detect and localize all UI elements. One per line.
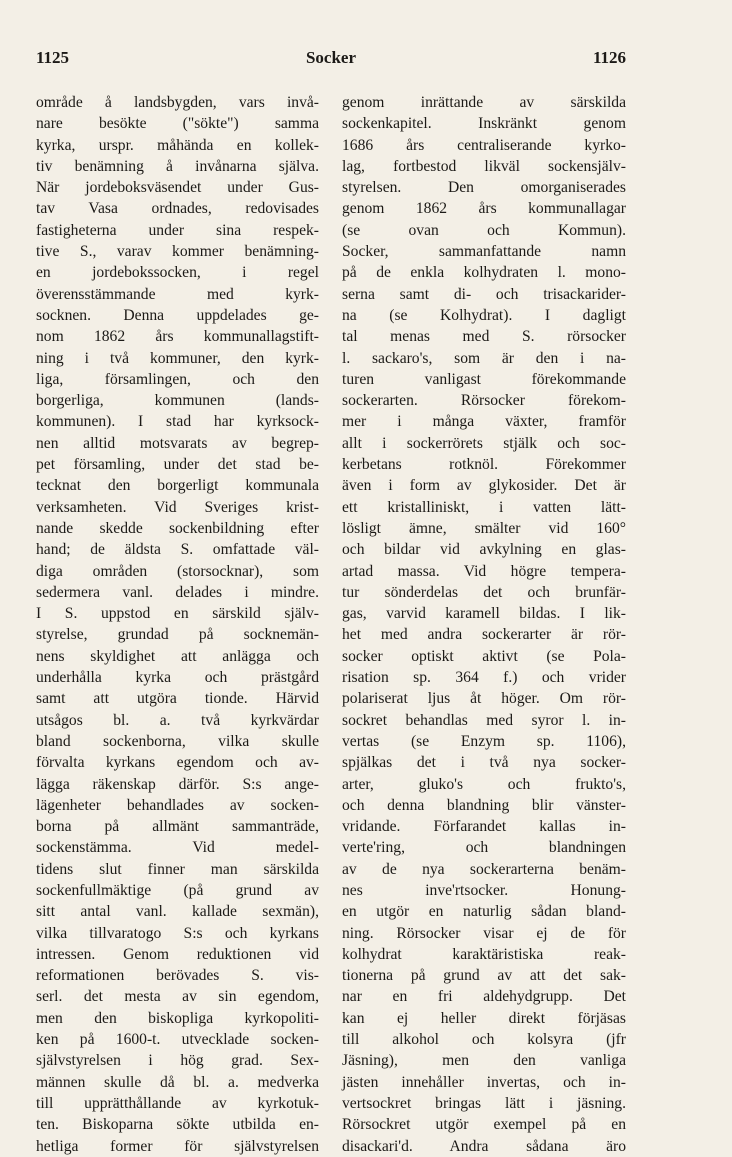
- text-line: bland sockenborna, vilka skulle: [36, 732, 319, 750]
- text-line: verksamheten. Vid Sveriges krist-: [36, 498, 319, 516]
- text-line: tav Vasa ordnades, redovisades: [36, 200, 319, 218]
- text-line: Rörsockret utgör exempel på en: [342, 1116, 626, 1134]
- text-line: tionerna på grund av att det sak-: [342, 967, 626, 985]
- text-line: spjälkas det i två nya socker-: [342, 754, 626, 772]
- text-line: Jäsning), men den vanliga: [342, 1052, 626, 1070]
- text-line: till alkohol och kolsyra (jfr: [342, 1031, 626, 1049]
- text-line: 1686 års centraliserande kyrko-: [342, 136, 626, 154]
- text-line: lag, fortbestod likväl sockensjälv-: [342, 157, 626, 175]
- page-number-right: 1126: [592, 48, 626, 67]
- text-line: borgerliga, kommunen (lands-: [36, 392, 319, 410]
- text-line: risation sp. 364 f.) och vrider: [342, 669, 626, 687]
- text-line: ett kristalliniskt, i vatten lätt-: [342, 498, 626, 516]
- text-line: polariserat ljus åt höger. Om rör-: [342, 690, 626, 708]
- text-line: pet församling, under det stad be-: [36, 456, 319, 474]
- text-line: tecknat den borgerligt kommunala: [36, 477, 319, 495]
- text-line: arter, gluko's och frukto's,: [342, 775, 626, 793]
- text-line: även i form av glykosider. Det är: [342, 477, 626, 495]
- text-line: tidens slut finner man särskilda: [36, 860, 319, 878]
- text-line: jästen innehåller invertas, och in-: [342, 1073, 626, 1091]
- text-line: styrelse, grundad på socknemän-: [36, 626, 319, 644]
- page-header: [36, 48, 626, 72]
- text-line: kolhydrat karaktäristiska reak-: [342, 945, 626, 963]
- text-line: nen alltid motsvarats av begrep-: [36, 434, 319, 452]
- text-line: na (se Kolhydrat). I dagligt: [342, 306, 626, 324]
- text-line: styrelsen. Den omorganiserades: [342, 179, 626, 197]
- text-line: nens skyldighet att anlägga och: [36, 647, 319, 665]
- text-line: ning. Rörsocker visar ej de för: [342, 924, 626, 942]
- text-line: samt att utgöra tionde. Härvid: [36, 690, 319, 708]
- text-line: verte'ring, och blandningen: [342, 839, 626, 857]
- text-line: tive S., varav kommer benämning-: [36, 243, 319, 261]
- text-line: nom 1862 års kommunallagstift-: [36, 328, 319, 346]
- text-line: reformationen berövades S. vis-: [36, 967, 319, 985]
- text-line: lägga räkenskap därför. S:s ange-: [36, 775, 319, 793]
- text-line: vilka tillvaratogo S:s och kyrkans: [36, 924, 319, 942]
- left-column: [36, 92, 319, 1157]
- text-line: sockenstämma. Vid medel-: [36, 839, 319, 857]
- text-line: lösligt ämne, smälter vid 160°: [342, 519, 626, 537]
- right-column: [342, 92, 626, 1157]
- text-line: på de enkla kolhydraten l. mono-: [342, 264, 626, 282]
- text-line: l. sackaro's, som är den i na-: [342, 349, 626, 367]
- text-line: kan ej heller direkt förjäsas: [342, 1009, 626, 1027]
- text-line: område å landsbygden, vars invå-: [36, 94, 319, 111]
- page-number-left: 1125: [36, 48, 70, 67]
- text-line: vertsockret bringas lätt i jäsning.: [342, 1094, 626, 1112]
- text-line: serna samt di- och trisackarider-: [342, 285, 626, 303]
- text-line: socknen. Denna uppdelades ge-: [36, 306, 319, 324]
- text-line: sockerarten. Rörsocker förekom-: [342, 392, 626, 410]
- text-line: borna på allmänt sammanträde,: [36, 818, 319, 836]
- text-line: het med andra sockerarter är rör-: [342, 626, 626, 644]
- text-line: och denna blandning blir vänster-: [342, 796, 626, 814]
- text-line: men den biskopliga kyrkopoliti-: [36, 1009, 319, 1027]
- text-line: turen vanligast förekommande: [342, 370, 626, 388]
- text-line: intressen. Genom reduktionen vid: [36, 945, 319, 963]
- text-line: vridande. Förfarandet kallas in-: [342, 818, 626, 836]
- text-line: och bildar vid avkylning en glas-: [342, 541, 626, 559]
- text-line: kommunen). I stad har kyrksock-: [36, 413, 319, 431]
- text-line: förvalta kyrkans egendom och av-: [36, 754, 319, 772]
- text-line: en utgör en naturlig sådan bland-: [342, 903, 626, 921]
- text-line: underhålla kyrka och prästgård: [36, 669, 319, 687]
- text-line: tal menas med S. rörsocker: [342, 328, 626, 346]
- text-line: disackari'd. Andra sådana äro: [342, 1137, 626, 1155]
- text-line: serl. det mesta av sin egendom,: [36, 988, 319, 1006]
- text-line: tur sönderdelas det och brunfär-: [342, 583, 626, 601]
- text-line: Socker, sammanfattande namn: [342, 243, 626, 261]
- text-line: kerbetans rotknöl. Förekommer: [342, 456, 626, 474]
- running-head: Socker: [305, 48, 357, 67]
- text-line: ken på 1600-t. utvecklade socken-: [36, 1031, 319, 1049]
- text-line: artad massa. Vid högre tempera-: [342, 562, 626, 580]
- text-line: nar en fri aldehydgrupp. Det: [342, 988, 626, 1006]
- text-line: I S. uppstod en särskild själv-: [36, 605, 319, 623]
- text-line: När jordeboksväsendet under Gus-: [36, 179, 319, 197]
- text-line: ning i två kommuner, den kyrk-: [36, 349, 319, 367]
- text-line: självstyrelsen i hög grad. Sex-: [36, 1052, 319, 1070]
- text-line: socker optiskt aktivt (se Pola-: [342, 647, 626, 665]
- text-line: diga områden (storsocknar), som: [36, 562, 319, 580]
- text-line: kyrka, urspr. måhända en kollek-: [36, 136, 319, 154]
- text-line: männen skulle då bl. a. medverka: [36, 1073, 319, 1091]
- text-line: (se ovan och Kommun).: [342, 221, 626, 239]
- text-line: nes inve'rtsocker. Honung-: [342, 881, 626, 899]
- text-line: genom inrättande av särskilda: [342, 94, 626, 111]
- text-line: till upprätthållande av kyrkotuk-: [36, 1094, 319, 1112]
- text-line: av de nya sockerarterna benäm-: [342, 860, 626, 878]
- text-line: nare besökte ("sökte") samma: [36, 115, 319, 133]
- text-line: allt i sockerrörets stjälk och soc-: [342, 434, 626, 452]
- text-line: hetliga former för självstyrelsen: [36, 1137, 319, 1155]
- text-line: överensstämmande med kyrk-: [36, 285, 319, 303]
- text-line: lägenheter behandlades av socken-: [36, 796, 319, 814]
- text-line: sedermera vanl. delades i mindre.: [36, 583, 319, 601]
- text-line: utsågos bl. a. två kyrkvärdar: [36, 711, 319, 729]
- text-line: liga, församlingen, och den: [36, 370, 319, 388]
- text-line: sitt antal vanl. kallade sexmän),: [36, 903, 319, 921]
- text-line: mer i många växter, framför: [342, 413, 626, 431]
- text-line: tiv benämning å invånarna själva.: [36, 157, 319, 175]
- text-line: hand; de äldsta S. omfattade väl-: [36, 541, 319, 559]
- text-line: ten. Biskoparna sökte utbilda en-: [36, 1116, 319, 1134]
- text-line: vertas (se Enzym sp. 1106),: [342, 732, 626, 750]
- text-line: nande skedde sockenbildning efter: [36, 519, 319, 537]
- text-line: sockret behandlas med syror l. in-: [342, 711, 626, 729]
- text-line: sockenkapitel. Inskränkt genom: [342, 115, 626, 133]
- text-line: gas, varvid karamell bildas. I lik-: [342, 605, 626, 623]
- text-line: genom 1862 års kommunallagar: [342, 200, 626, 218]
- text-line: fastigheterna under sina respek-: [36, 221, 319, 239]
- text-line: en jordebokssocken, i regel: [36, 264, 319, 282]
- text-line: sockenfullmäktige (på grund av: [36, 881, 319, 899]
